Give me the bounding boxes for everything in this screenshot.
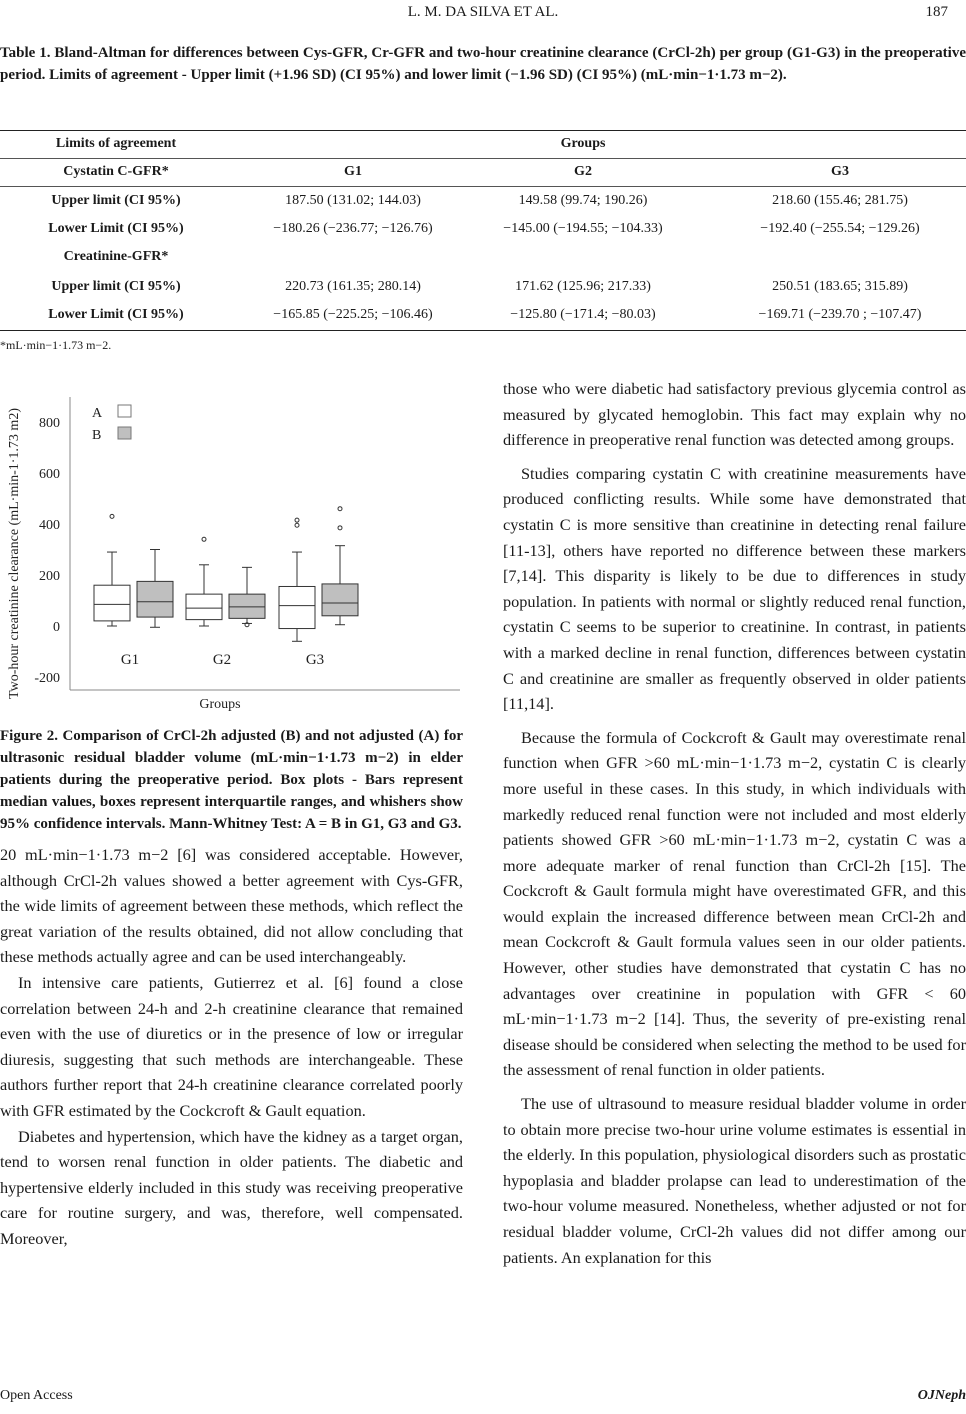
row-label: Lower Limit (CI 95%) bbox=[48, 307, 184, 322]
cell-g1: 187.50 (131.02; 144.03) bbox=[285, 193, 421, 208]
table-mid-rule bbox=[0, 158, 966, 159]
right-column bbox=[503, 376, 966, 1270]
figure-caption: Figure 2. Comparison of CrCl-2h adjusted (B) and not adjusted (A) for ultrasonic residual bladder volume (mL·min−1·1.73 m−2) in elder patients during the preoperative period. Box plots - Bars represent median values, boxes represent interquartile ranges, and whishers show 95% confidence intervals. Mann-Whitney Test: A = B in G1, G3 and G3. bbox=[0, 728, 463, 832]
y-tick-label: 0 bbox=[53, 620, 60, 635]
legend-swatch bbox=[118, 427, 131, 439]
x-axis-label: Groups bbox=[199, 697, 241, 712]
right-paragraph-1: those who were diabetic had satisfactory previous glycemia control as measured by glycated hemoglobin. This fact may explain why no difference in preoperative renal function was detected among groups. bbox=[503, 379, 966, 450]
left-paragraph-3: Diabetes and hypertension, which have the kidney as a target organ, tend to worsen renal function in older patients. The diabetic and hypertensive elderly included in this study was receiving preoperative care for routine surgery, and was, therefore, well compensated. Moreover, bbox=[0, 1126, 463, 1248]
row-label: Upper limit (CI 95%) bbox=[51, 193, 181, 208]
table-header-groups: Groups bbox=[560, 136, 606, 151]
legend-swatch bbox=[118, 405, 131, 417]
y-tick-label: -200 bbox=[34, 671, 60, 686]
category-label: G1 bbox=[120, 652, 140, 668]
table-col-g3: G3 bbox=[831, 164, 849, 179]
table-subheader-label: Cystatin C-GFR* bbox=[63, 164, 169, 179]
footer-open-access: Open Access bbox=[0, 1388, 73, 1403]
legend-label: A bbox=[92, 406, 103, 421]
box-iqr bbox=[137, 581, 173, 617]
box-iqr bbox=[229, 594, 265, 618]
outlier-point bbox=[295, 518, 299, 522]
chart-axes bbox=[70, 397, 460, 690]
running-head: L. M. DA SILVA ET AL. bbox=[407, 4, 559, 20]
cell-g3: 250.51 (183.65; 315.89) bbox=[772, 279, 908, 294]
chart-text bbox=[7, 406, 324, 712]
cell-g2: 171.62 (125.96; 217.33) bbox=[515, 279, 651, 294]
cell-g3: −169.71 (−239.70 ; −107.47) bbox=[758, 307, 922, 322]
table-top-rule bbox=[0, 130, 966, 131]
y-tick-label: 800 bbox=[39, 416, 60, 431]
y-tick-label: 600 bbox=[39, 467, 60, 482]
y-tick-label: 400 bbox=[39, 518, 60, 533]
left-paragraph-1: 20 mL·min−1·1.73 m−2 [6] was considered acceptable. However, although CrCl-2h values showed a better agreement with Cys-GFR, the wide limits of agreement between these methods, which reflect the great variation of the results obtained, did not allow concluding that these methods actually agree and can be used interchangeably. bbox=[0, 845, 463, 967]
right-paragraph-3: Because the formula of Cockcroft & Gault may overestimate renal function when GFR >60 mL·min−1·1.73 m−2, cystatin C is clearly more useful in these cases. In this study, in which individuals with markedly reduced renal function were not included and most elderly patients showed GFR >60 mL·min−1·1.73 m−2, cystatin C was a more adequate marker of renal function than CrCl-2h [15]. The Cockcroft & Gault formula might have overestimated GFR, and this would explain the increased difference between mean CrCl-2h and mean Cockcroft & Gault formula values seen in our older patients. However, other studies have demonstrated that cystatin C has no advantages over creatinine in population with GFR < 60 mL·min−1·1.73 m−2 [14]. Thus, the severity of pre-existing renal disease should be considered when selecting the method to be used for the assessment of renal function in older patients. bbox=[503, 727, 966, 1080]
box-iqr bbox=[322, 584, 358, 616]
table-header-left: Limits of agreement bbox=[55, 136, 177, 151]
row-label: Creatinine-GFR* bbox=[63, 249, 169, 264]
cell-g2: −125.80 (−171.4; −80.03) bbox=[510, 307, 656, 322]
outlier-point bbox=[295, 523, 299, 527]
right-paragraph-2: Studies comparing cystatin C with creatinine measurements have produced conflicting results. While some have demonstrated that cystatin C is more sensitive than creatinine in detecting renal failure [11-13], others have reported no difference between these markers [7,14]. This disparity is likely to be due to differences in study population. In patients with normal or slightly reduced renal function, cystatin C seems to be superior to creatinine. In contrast, in patients with a marked decline in renal function, differences between cystatin C and creatinine are smaller as frequently observed in older patients [11,14]. bbox=[503, 463, 966, 714]
cell-g3: 218.60 (155.46; 281.75) bbox=[772, 193, 908, 208]
cell-g2: 149.58 (99.74; 190.26) bbox=[518, 193, 648, 208]
left-paragraph-2: In intensive care patients, Gutierrez et al. [6] found a close correlation between 24-h and 2-h creatinine clearance that remained even with the use of diuretics or in the presence of low or irregular diuresis, suggesting that such methods are interchangeable. These authors further report that 24-h creatinine clearance correlated poorly with GFR estimated by the Cockcroft & Gault equation. bbox=[0, 972, 463, 1120]
footer-journal: OJNeph bbox=[917, 1388, 966, 1403]
boxplot-chart bbox=[0, 375, 470, 720]
category-label: G2 bbox=[212, 652, 232, 668]
cell-g1: −180.26 (−236.77; −126.76) bbox=[273, 221, 433, 236]
y-axis-label: Two-hour creatinine clearance (mL·min-1·1.73 m2) bbox=[7, 408, 22, 699]
table-col-g2: G2 bbox=[574, 164, 592, 179]
outlier-point bbox=[338, 507, 342, 511]
cell-g1: 220.73 (161.35; 280.14) bbox=[285, 279, 421, 294]
box-iqr bbox=[279, 586, 315, 628]
table-caption: Table 1. Bland-Altman for differences between Cys-GFR, Cr-GFR and two-hour creatinine clearance (CrCl-2h) per group (G1-G3) in the preoperative period. Limits of agreement - Upper limit (+1.96 SD) (CI 95%) and lower limit (−1.96 SD) (CI 95%) (mL·min−1·1.73 m−2). bbox=[0, 45, 966, 83]
left-column bbox=[0, 842, 463, 1252]
box-iqr bbox=[186, 594, 222, 620]
cell-g3: −192.40 (−255.54; −129.26) bbox=[760, 221, 920, 236]
right-paragraph-4: The use of ultrasound to measure residual bladder volume in order to obtain more precise two-hour urine volume estimates is essential in the elderly. In this population, physiological disorders such as prostatic hypoplasia and bladder prolapse can lead to underestimation of the two-hour volume measured. Nonetheless, whether adjusted or not for residual bladder volume, CrCl-2h values did not differ among our patients. An explanation for this bbox=[503, 1094, 966, 1267]
table-bottom-rule bbox=[0, 330, 966, 331]
legend-label: B bbox=[92, 428, 102, 443]
page-number: 187 bbox=[925, 4, 948, 20]
table-header-rule bbox=[0, 186, 966, 187]
chart-marks bbox=[94, 405, 358, 641]
outlier-point bbox=[110, 514, 114, 518]
y-tick-label: 200 bbox=[39, 569, 60, 584]
outlier-point bbox=[202, 537, 206, 541]
cell-g1: −165.85 (−225.25; −106.46) bbox=[273, 307, 433, 322]
table-col-g1: G1 bbox=[344, 164, 362, 179]
row-label: Lower Limit (CI 95%) bbox=[48, 221, 184, 236]
cell-g2: −145.00 (−194.55; −104.33) bbox=[503, 221, 663, 236]
outlier-point bbox=[338, 526, 342, 530]
table-footnote: *mL·min−1·1.73 m−2. bbox=[0, 338, 112, 352]
box-iqr bbox=[94, 585, 130, 621]
category-label: G3 bbox=[305, 652, 325, 668]
row-label: Upper limit (CI 95%) bbox=[51, 279, 181, 294]
